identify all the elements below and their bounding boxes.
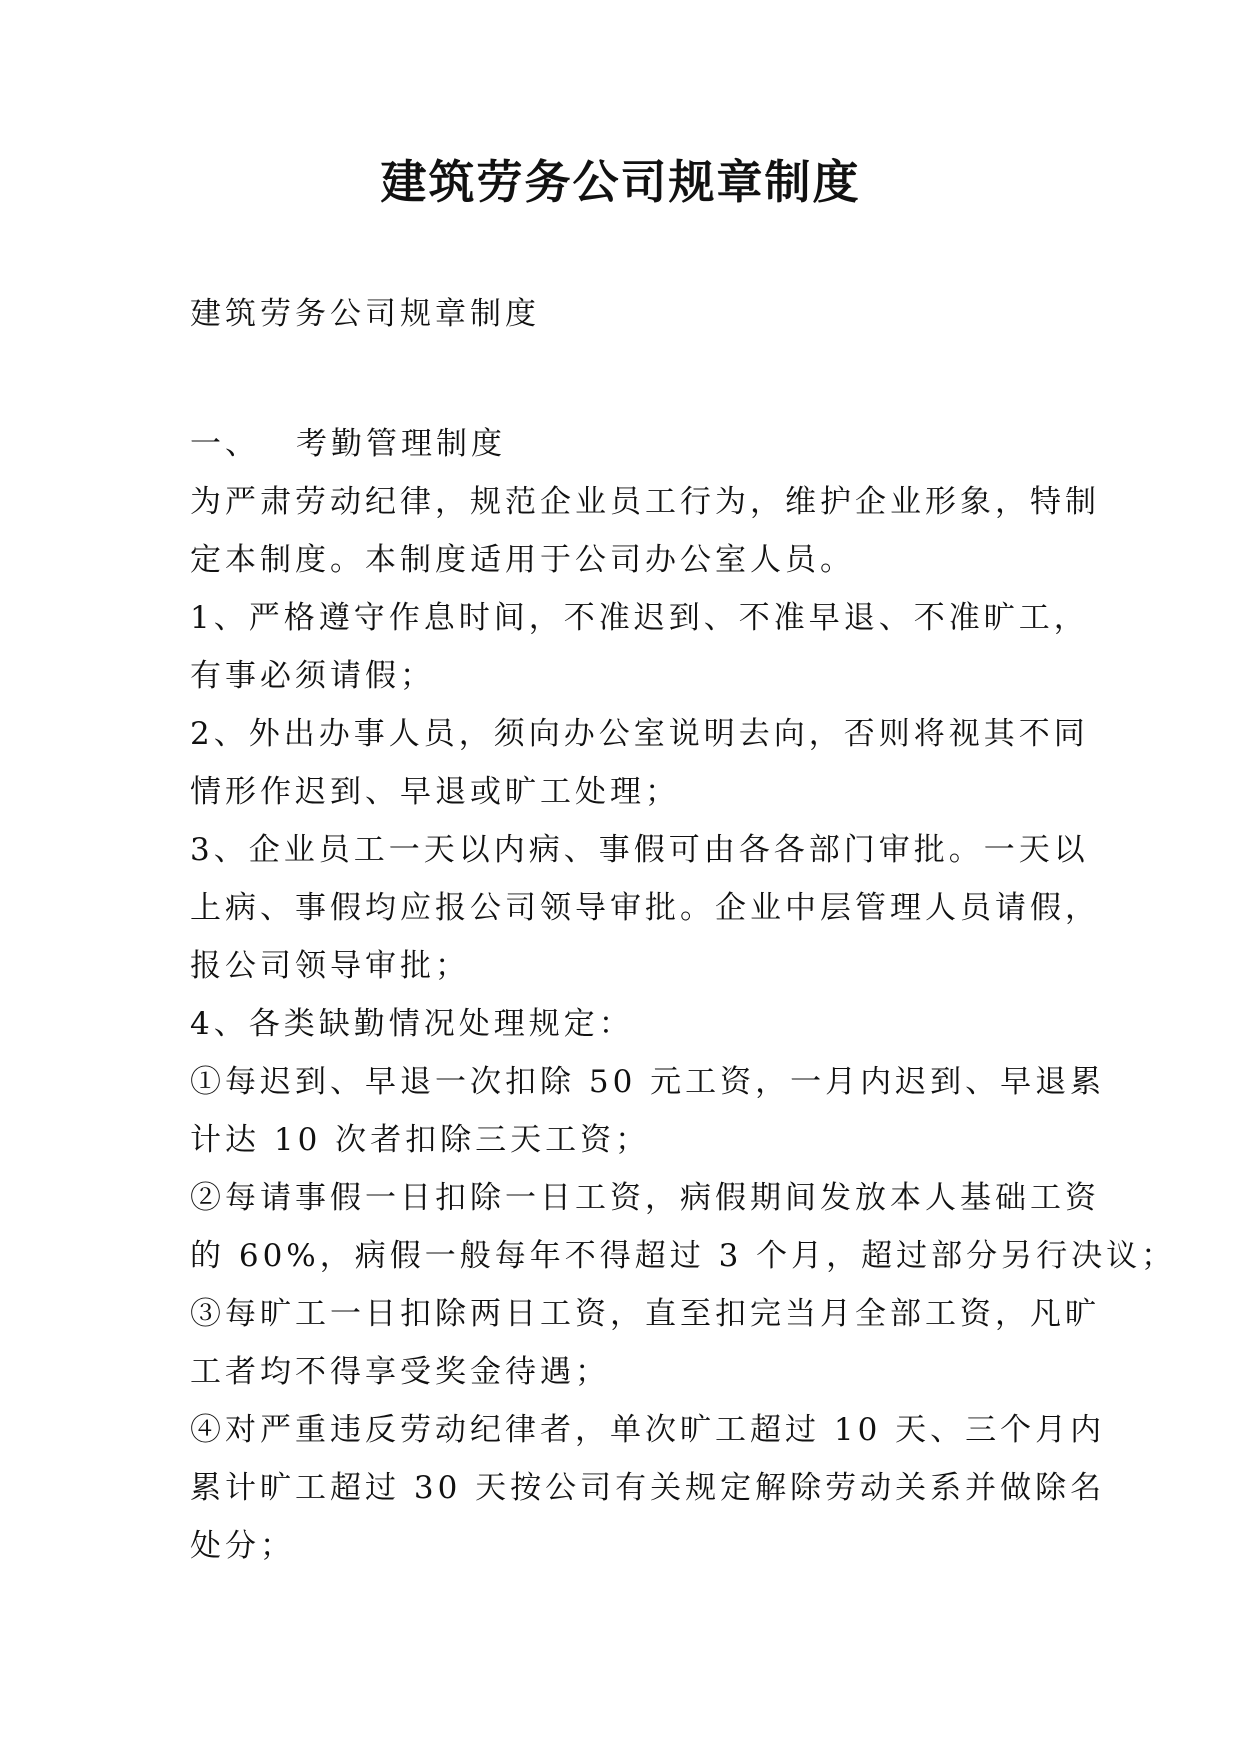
- text-line: 上病、事假均应报公司领导审批。企业中层管理人员请假，: [190, 890, 1100, 926]
- text-line: 处分；: [190, 1528, 295, 1564]
- text-line: 的 60%，病假一般每年不得超过 3 个月，超过部分另行决议；: [190, 1238, 1177, 1274]
- text-line: 工者均不得享受奖金待遇；: [190, 1354, 610, 1390]
- text-line: 情形作迟到、早退或旷工处理；: [190, 774, 680, 810]
- section-title: 考勤管理制度: [296, 426, 506, 462]
- document-subtitle: 建筑劳务公司规章制度: [190, 296, 540, 332]
- text-line: 报公司领导审批；: [190, 948, 470, 984]
- text-line: 计达 10 次者扣除三天工资；: [190, 1122, 651, 1158]
- text-line: ①每迟到、早退一次扣除 50 元工资，一月内迟到、早退累: [190, 1064, 1106, 1100]
- text-line: 3、企业员工一天以内病、事假可由各各部门审批。一天以: [190, 832, 1089, 868]
- document-body: [190, 285, 1177, 1575]
- spacer: [190, 343, 1070, 415]
- document-title: 建筑劳务公司规章制度: [380, 155, 861, 209]
- section-heading: [190, 415, 1070, 473]
- section-number: 一、: [190, 426, 260, 462]
- text-line: 定本制度。本制度适用于公司办公室人员。: [190, 542, 855, 578]
- text-line: 4、各类缺勤情况处理规定：: [190, 1006, 634, 1042]
- text-line: ③每旷工一日扣除两日工资，直至扣完当月全部工资，凡旷: [190, 1296, 1100, 1332]
- text-line: 累计旷工超过 30 天按公司有关规定解除劳动关系并做除名: [190, 1470, 1106, 1506]
- text-line: 有事必须请假；: [190, 658, 435, 694]
- text-line: ④对严重违反劳动纪律者，单次旷工超过 10 天、三个月内: [190, 1412, 1106, 1448]
- text-line: 2、外出办事人员，须向办公室说明去向，否则将视其不同: [190, 716, 1089, 752]
- text-line: 1、严格遵守作息时间，不准迟到、不准早退、不准旷工，: [190, 600, 1089, 636]
- text-line: ②每请事假一日扣除一日工资，病假期间发放本人基础工资: [190, 1180, 1100, 1216]
- text-line: 为严肃劳动纪律，规范企业员工行为，维护企业形象，特制: [190, 484, 1100, 520]
